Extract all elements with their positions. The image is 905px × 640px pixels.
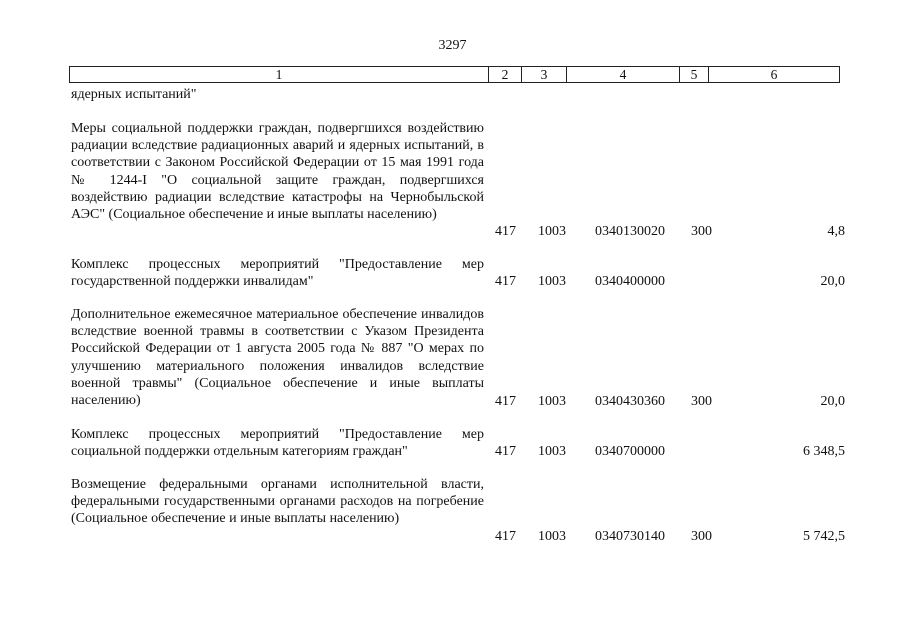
row-ved: 417 bbox=[495, 529, 516, 544]
row-rz: 1003 bbox=[538, 394, 566, 409]
column-header-2: 2 bbox=[489, 67, 522, 83]
row-description: Меры социальной поддержки граждан, подвергшихся воздействию радиации вследствие радиационных аварий и ядерных испытаний, в соответствии с Законом Российской Федерации от 15 мая 1991 года № 1244-I "О социальной защите граждан, подвергшихся воздействию радиации вследствие катастрофы на Чернобыльской АЭС" (Социальное обеспечение и иные выплаты населению) bbox=[71, 121, 484, 223]
row-ved: 417 bbox=[495, 224, 516, 239]
row-ved: 417 bbox=[495, 394, 516, 409]
row-csr: 0340130020 bbox=[595, 224, 665, 239]
column-header-1: 1 bbox=[70, 67, 489, 83]
row-sum: 6 348,5 bbox=[803, 444, 845, 459]
page-number: 3297 bbox=[438, 38, 467, 53]
row-rz: 1003 bbox=[538, 274, 566, 289]
continuation-text: ядерных испытаний" bbox=[71, 87, 197, 102]
row-description: Комплекс процессных мероприятий "Предоставление мер государственной поддержки инвалидам" bbox=[71, 257, 484, 290]
row-rz: 1003 bbox=[538, 224, 566, 239]
row-vr: 300 bbox=[691, 394, 712, 409]
row-vr: 300 bbox=[691, 529, 712, 544]
row-description: Комплекс процессных мероприятий "Предоставление мер социальной поддержки отдельным категориям граждан" bbox=[71, 427, 484, 460]
column-header-6: 6 bbox=[709, 67, 840, 83]
row-vr: 300 bbox=[691, 224, 712, 239]
row-ved: 417 bbox=[495, 444, 516, 459]
row-rz: 1003 bbox=[538, 529, 566, 544]
row-csr: 0340700000 bbox=[595, 444, 665, 459]
column-header-3: 3 bbox=[522, 67, 567, 83]
row-sum: 5 742,5 bbox=[803, 529, 845, 544]
column-header-4: 4 bbox=[567, 67, 680, 83]
row-sum: 20,0 bbox=[820, 274, 845, 289]
row-sum: 4,8 bbox=[827, 224, 845, 239]
column-header-row bbox=[69, 66, 840, 83]
row-csr: 0340730140 bbox=[595, 529, 665, 544]
row-rz: 1003 bbox=[538, 444, 566, 459]
column-header-5: 5 bbox=[680, 67, 709, 83]
row-description: Возмещение федеральными органами исполнительной власти, федеральными государственными органами расходов на погребение (Социальное обеспечение и иные выплаты населению) bbox=[71, 477, 484, 527]
row-sum: 20,0 bbox=[820, 394, 845, 409]
row-csr: 0340400000 bbox=[595, 274, 665, 289]
row-csr: 0340430360 bbox=[595, 394, 665, 409]
row-description: Дополнительное ежемесячное материальное обеспечение инвалидов вследствие военной травмы в соответствии с Указом Президента Российской Федерации от 1 августа 2005 года № 887 "О мерах по улучшению материального положения инвалидов вследствие военной травмы" (Социальное обеспечение и иные выплаты населению) bbox=[71, 307, 484, 409]
row-ved: 417 bbox=[495, 274, 516, 289]
